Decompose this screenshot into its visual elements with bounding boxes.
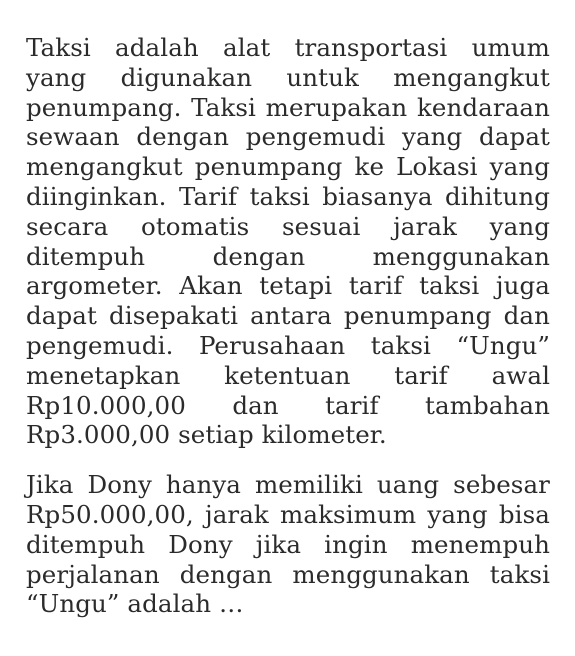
intro-paragraph: Taksi adalah alat transportasi umum yang digunakan untuk mengangkut penumpang. Taksi merupakan kendaraan sewaan dengan pengemudi yang dapat mengangkut penumpang ke Lokasi yang diinginkan. Tarif taksi biasanya dihitung secara otomatis sesuai jarak yang ditempuh dengan menggunakan argometer. Akan tetapi tarif taksi juga dapat disepakati antara penumpang dan pengemudi. Perusahaan taksi “Ungu” menetapkan ketentuan tarif awal Rp10.000,00 dan tarif tambahan Rp3.000,00 setiap kilometer. — [26, 33, 550, 450]
document-body — [26, 33, 550, 619]
question-paragraph: Jika Dony hanya memiliki uang sebesar Rp50.000,00, jarak maksimum yang bisa ditempuh Dony jika ingin menempuh perjalanan dengan menggunakan taksi “Ungu” adalah … — [26, 470, 550, 619]
